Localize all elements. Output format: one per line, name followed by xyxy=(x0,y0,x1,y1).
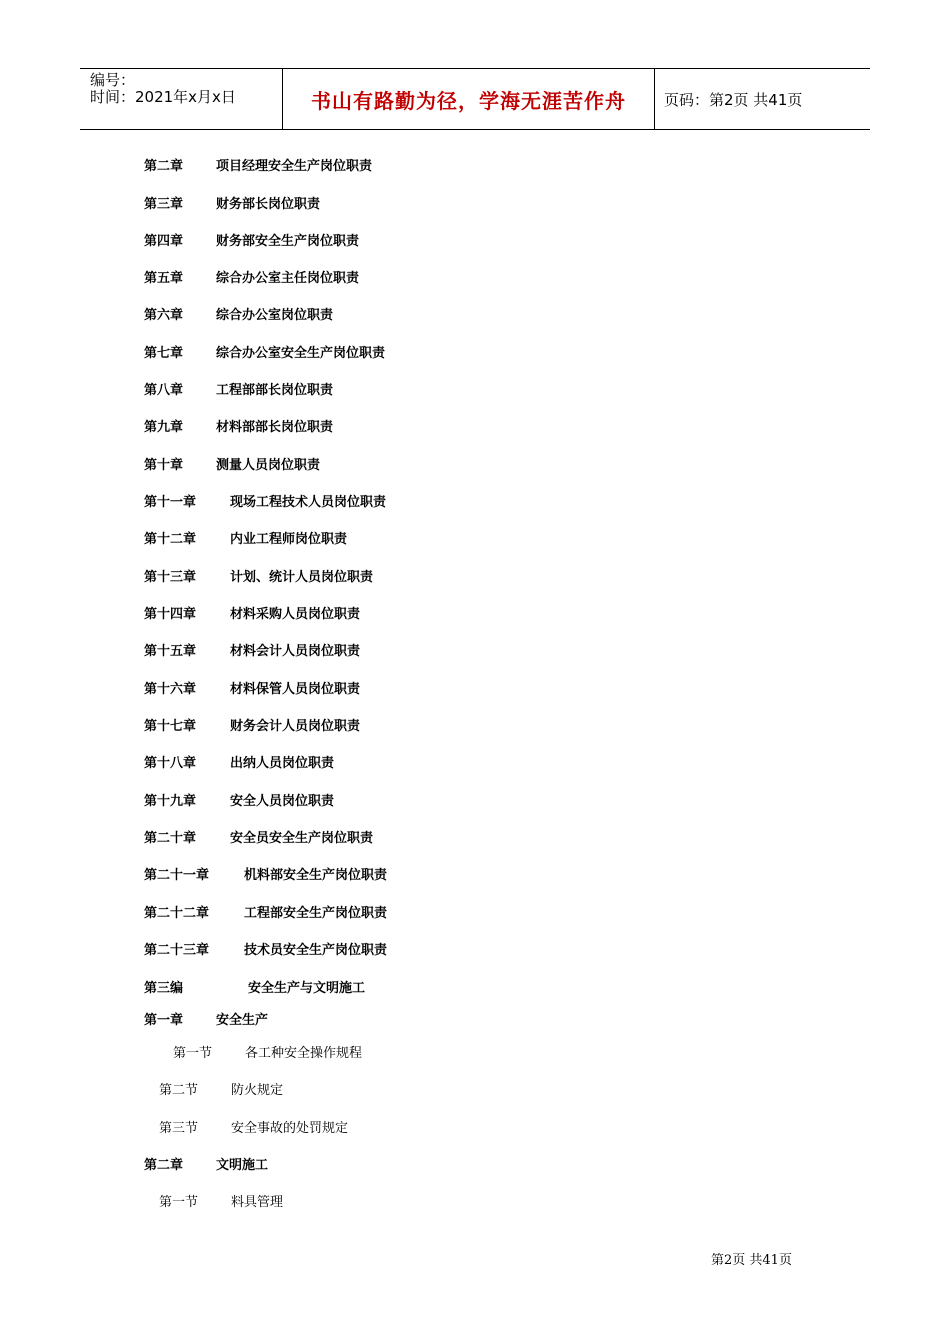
toc-entry-title: 现场工程技术人员岗位职责 xyxy=(230,495,387,510)
toc-entry-title: 材料部部长岗位职责 xyxy=(216,420,334,435)
toc-entry-number: 第十二章 xyxy=(144,532,197,547)
toc-entry-number: 第二十章 xyxy=(144,831,197,846)
toc-entry-number: 第二十三章 xyxy=(144,943,210,958)
toc-entry-title: 材料保管人员岗位职责 xyxy=(230,682,361,697)
toc-entry-title: 材料采购人员岗位职责 xyxy=(230,607,361,622)
toc-entry-title: 材料会计人员岗位职责 xyxy=(230,644,361,659)
toc-entry-title: 项目经理安全生产岗位职责 xyxy=(216,159,373,174)
toc-entry-number: 第二章 xyxy=(144,1158,184,1173)
toc-entry-number: 第十八章 xyxy=(144,756,197,771)
toc-entry-title: 测量人员岗位职责 xyxy=(216,458,321,473)
toc-entry-title: 内业工程师岗位职责 xyxy=(230,532,348,547)
page-footer: 第2页 共41页 xyxy=(711,1253,792,1268)
document-number-label: 编号： xyxy=(90,71,136,89)
toc-entry-title: 防火规定 xyxy=(231,1083,284,1098)
header-motto: 书山有路勤为径，学海无涯苦作舟 xyxy=(311,88,626,113)
toc-entry-number: 第十四章 xyxy=(144,607,197,622)
toc-entry-number: 第十七章 xyxy=(144,719,197,734)
toc-entry-number: 第三编 xyxy=(144,981,184,996)
toc-entry-number: 第十章 xyxy=(144,458,184,473)
toc-entry-number: 第一章 xyxy=(144,1013,184,1028)
toc-entry-number: 第三节 xyxy=(159,1121,199,1136)
toc-entry-number: 第十九章 xyxy=(144,794,197,809)
toc-entry-title: 财务部安全生产岗位职责 xyxy=(216,234,360,249)
toc-entry-number: 第六章 xyxy=(144,308,184,323)
toc-entry-title: 财务会计人员岗位职责 xyxy=(230,719,361,734)
header-page-number: 页码：第2页 共41页 xyxy=(664,90,803,109)
toc-entry-title: 工程部部长岗位职责 xyxy=(216,383,334,398)
toc-entry-number: 第二十一章 xyxy=(144,868,210,883)
document-date-label: 时间：2021年x月x日 xyxy=(90,88,236,106)
toc-entry-number: 第十三章 xyxy=(144,570,197,585)
toc-entry-number: 第九章 xyxy=(144,420,184,435)
toc-entry-number: 第五章 xyxy=(144,271,184,286)
toc-entry-title: 财务部长岗位职责 xyxy=(216,197,321,212)
toc-entry-title: 综合办公室安全生产岗位职责 xyxy=(216,346,386,361)
toc-entry-number: 第一节 xyxy=(173,1046,213,1061)
toc-entry-number: 第七章 xyxy=(144,346,184,361)
toc-entry-number: 第四章 xyxy=(144,234,184,249)
toc-entry-title: 各工种安全操作规程 xyxy=(245,1046,363,1061)
toc-entry-title: 机料部安全生产岗位职责 xyxy=(244,868,388,883)
toc-entry-title: 计划、统计人员岗位职责 xyxy=(230,570,374,585)
toc-entry-number: 第二章 xyxy=(144,159,184,174)
toc-entry-title: 技术员安全生产岗位职责 xyxy=(244,943,388,958)
toc-entry-title: 料具管理 xyxy=(231,1195,284,1210)
toc-entry-title: 安全事故的处罚规定 xyxy=(231,1121,349,1136)
toc-entry-title: 综合办公室主任岗位职责 xyxy=(216,271,360,286)
toc-entry-title: 文明施工 xyxy=(216,1158,269,1173)
toc-entry-title: 安全员安全生产岗位职责 xyxy=(230,831,374,846)
toc-entry-number: 第二十二章 xyxy=(144,906,210,921)
toc-entry-number: 第十六章 xyxy=(144,682,197,697)
toc-entry-title: 综合办公室岗位职责 xyxy=(216,308,334,323)
toc-entry-number: 第二节 xyxy=(159,1083,199,1098)
toc-entry-title: 工程部安全生产岗位职责 xyxy=(244,906,388,921)
toc-entry-number: 第八章 xyxy=(144,383,184,398)
toc-entry-number: 第三章 xyxy=(144,197,184,212)
toc-entry-title: 出纳人员岗位职责 xyxy=(230,756,335,771)
toc-entry-title: 安全生产与文明施工 xyxy=(248,981,366,996)
toc-entry-number: 第一节 xyxy=(159,1195,199,1210)
toc-entry-number: 第十五章 xyxy=(144,644,197,659)
toc-entry-number: 第十一章 xyxy=(144,495,197,510)
toc-entry-title: 安全人员岗位职责 xyxy=(230,794,335,809)
toc-entry-title: 安全生产 xyxy=(216,1013,269,1028)
